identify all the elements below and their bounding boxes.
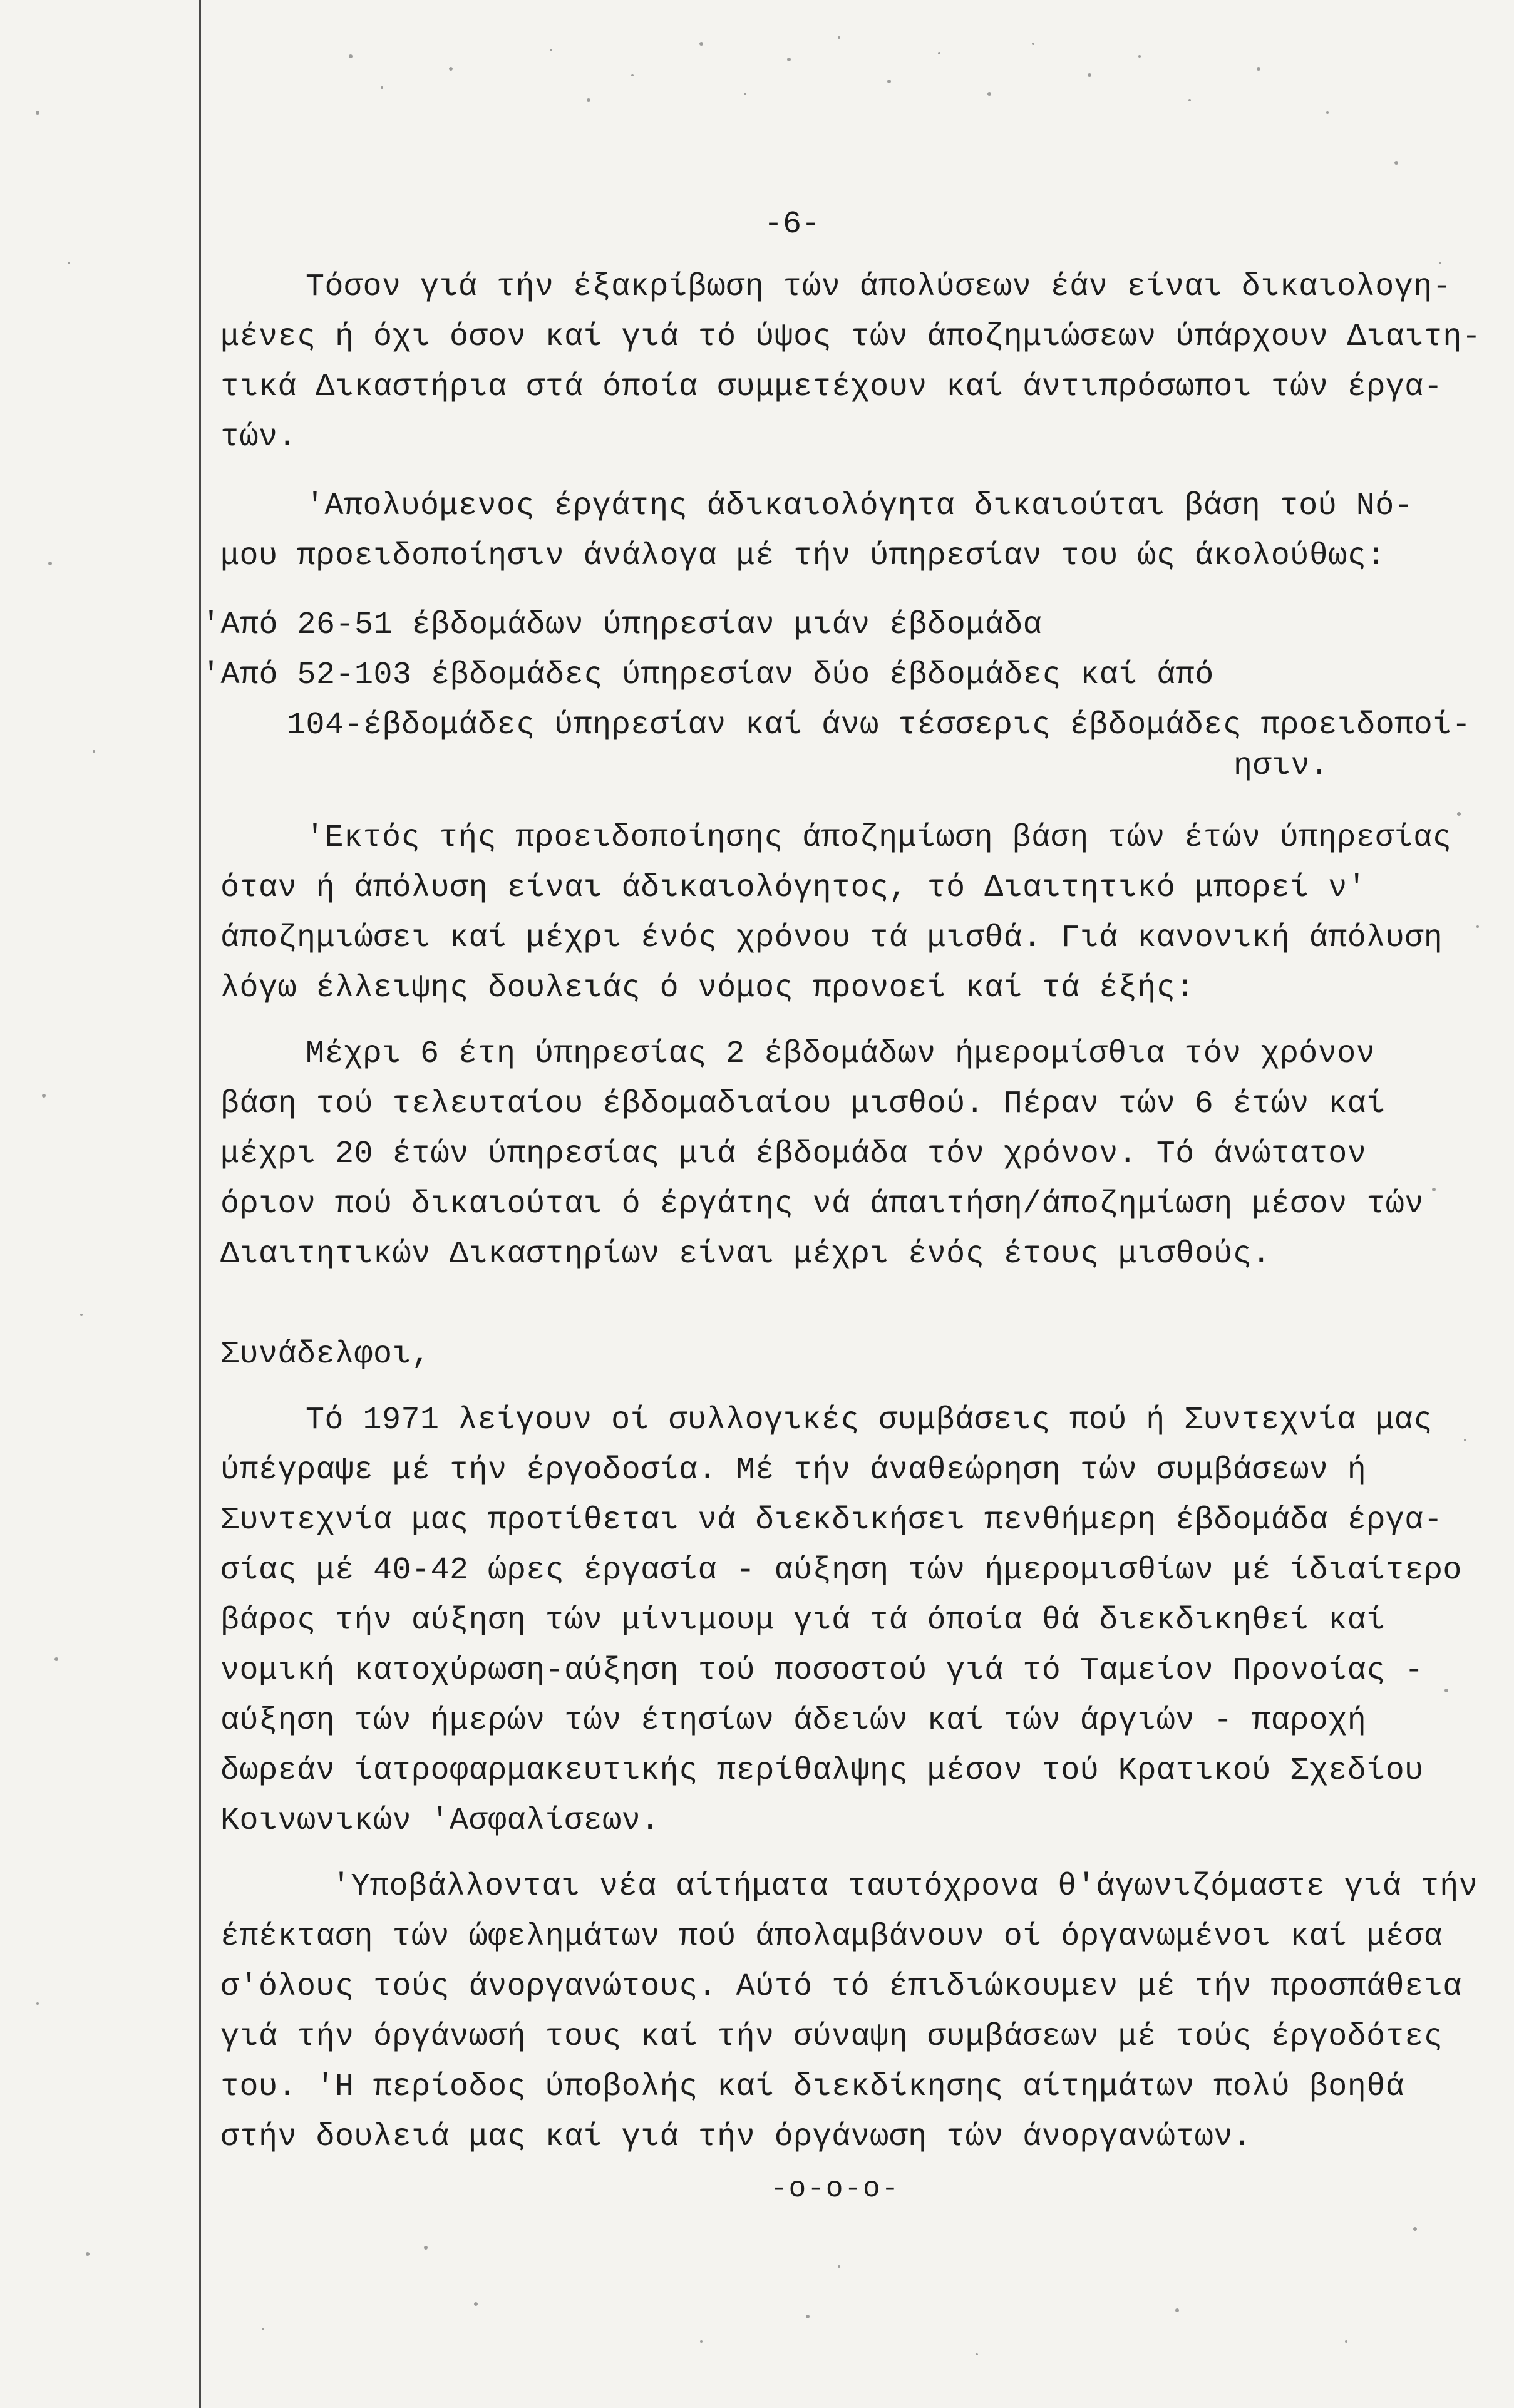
p4-line-3: μέχρι 20 έτών ύπηρεσίας μιά έβδομάδα τόν χρόνον. Τό άνώτατον	[220, 1136, 1367, 1172]
page-number: -6-	[764, 207, 821, 242]
p3-line-1: 'Εκτός τής προειδοποίησης άποζημίωση βάση τών έτών ύπηρεσίας	[306, 820, 1452, 856]
p6-line-3: σ'όλους τούς άνοργανώτους. Αύτό τό έπιδιώκουμεν μέ τήν προσπάθεια	[220, 1969, 1462, 2005]
p1-line-4: τών.	[220, 419, 297, 455]
p3-line-4: λόγω έλλειψης δουλειάς ό νόμος προνοεί καί τά έξής:	[220, 970, 1195, 1006]
p5-line-8: δωρεάν ίατροφαρμακευτικής περίθαλψης μέσον τού Κρατικού Σχεδίου	[220, 1753, 1424, 1789]
p3-line-2: όταν ή άπόλυση είναι άδικαιολόγητος, τό Διαιτητικό μπορεί ν'	[220, 870, 1367, 906]
p1-line-1: Τόσον γιά τήν έξακρίβωση τών άπολύσεων έάν είναι δικαιολογη-	[306, 269, 1452, 305]
p6-line-1: 'Υποβάλλονται νέα αίτήματα ταυτόχρονα θ'άγωνιζόμαστε γιά τήν	[332, 1869, 1478, 1905]
p6-line-6: στήν δουλειά μας καί γιά τήν όργάνωση τών άνοργανώτων.	[220, 2119, 1252, 2155]
list-line-2: 'Από 52-103 έβδομάδες ύπηρεσίαν δύο έβδομάδες καί άπό	[202, 657, 1214, 693]
list-line-3: 104-έβδομάδες ύπηρεσίαν καί άνω τέσσερις έβδομάδες προειδοποί-	[287, 707, 1471, 743]
p5-line-5: βάρος τήν αύξηση τών μίνιμουμ γιά τά όποία θά διεκδικηθεί καί	[220, 1603, 1386, 1639]
p5-line-9: Κοινωνικών 'Ασφαλίσεων.	[220, 1803, 660, 1839]
p5-line-4: σίας μέ 40-42 ώρες έργασία - αύξηση τών ήμερομισθίων μέ ίδιαίτερο	[220, 1553, 1462, 1588]
p5-line-1: Τό 1971 λείγουν οί συλλογικές συμβάσεις πού ή Συντεχνία μας	[306, 1402, 1433, 1438]
p2-line-1: 'Απολυόμενος έργάτης άδικαιολόγητα δικαιούται βάση τού Νό-	[306, 488, 1414, 524]
p4-line-4: όριον πού δικαιούται ό έργάτης νά άπαιτήση/άποζημίωση μέσον τών	[220, 1186, 1424, 1222]
p5-line-2: ύπέγραψε μέ τήν έργοδοσία. Μέ τήν άναθεώρηση τών συμβάσεων ή	[220, 1453, 1367, 1488]
end-separator: -o-o-o-	[770, 2173, 900, 2205]
p5-line-3: Συντεχνία μας προτίθεται νά διεκδικήσει πενθήμερη έβδομάδα έργα-	[220, 1503, 1443, 1538]
p4-line-5: Διαιτητικών Δικαστηρίων είναι μέχρι ένός έτους μισθούς.	[220, 1237, 1271, 1272]
list-line-4: ησιν.	[1233, 748, 1329, 784]
p5-line-6: νομική κατοχύρωση-αύξηση τού ποσοστού γιά τό Ταμείον Προνοίας -	[220, 1653, 1424, 1689]
p4-line-1: Μέχρι 6 έτη ύπηρεσίας 2 έβδομάδων ήμερομίσθια τόν χρόνον	[306, 1036, 1376, 1072]
p6-line-4: γιά τήν όργάνωσή τους καί τήν σύναψη συμβάσεων μέ τούς έργοδότες	[220, 2019, 1443, 2055]
p1-line-3: τικά Δικαστήρια στά όποία συμμετέχουν καί άντιπρόσωποι τών έργα-	[220, 369, 1443, 405]
list-line-1: 'Από 26-51 έβδομάδων ύπηρεσίαν μιάν έβδομάδα	[202, 607, 1043, 643]
p3-line-3: άποζημιώσει καί μέχρι ένός χρόνου τά μισθά. Γιά κανονική άπόλυση	[220, 920, 1443, 956]
salutation: Συνάδελφοι,	[220, 1337, 431, 1372]
p2-line-2: μου προειδοποίησιν άνάλογα μέ τήν ύπηρεσίαν του ώς άκολούθως:	[220, 538, 1386, 574]
p6-line-5: του. 'Η περίοδος ύποβολής καί διεκδίκησης αίτημάτων πολύ βοηθά	[220, 2069, 1405, 2105]
p5-line-7: αύξηση τών ήμερών τών έτησίων άδειών καί τών άργιών - παροχή	[220, 1703, 1367, 1739]
p6-line-2: έπέκταση τών ώφελημάτων πού άπολαμβάνουν οί όργανωμένοι καί μέσα	[220, 1919, 1443, 1955]
p4-line-2: βάση τού τελευταίου έβδομαδιαίου μισθού. Πέραν τών 6 έτών καί	[220, 1086, 1386, 1122]
p1-line-2: μένες ή όχι όσον καί γιά τό ύψος τών άποζημιώσεων ύπάρχουν Διαιτη-	[220, 319, 1481, 355]
